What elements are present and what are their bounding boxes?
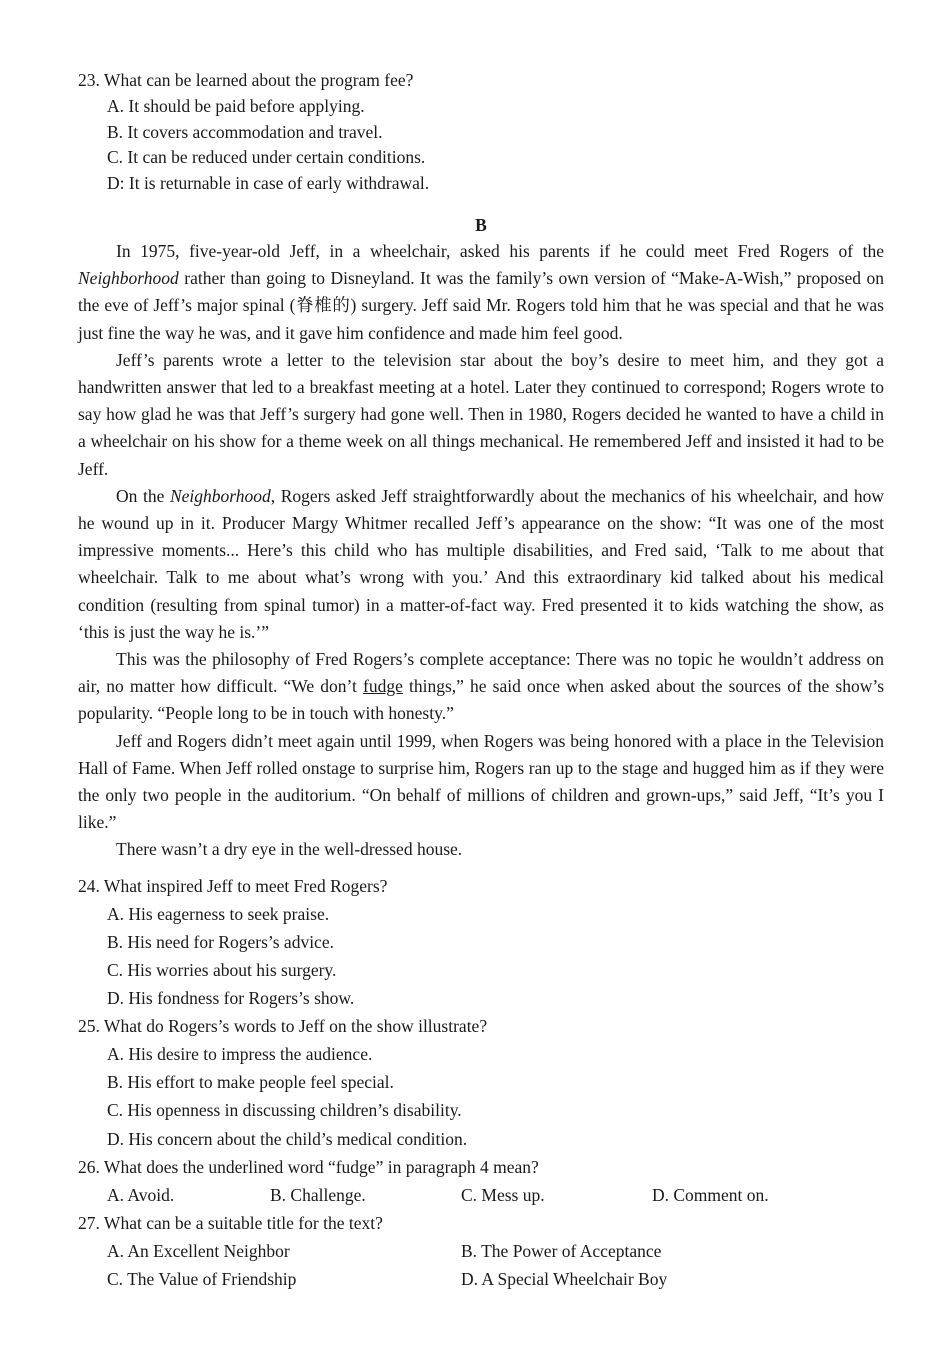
paragraph-4: This was the philosophy of Fred Rogers’s complete acceptance: There was no topic he wouldn’t address on air, no matter how difficult. “We don’t fudge things,” he said once when asked about the sources of the show’s popularity. “People long to be in touch with honesty.”	[78, 649, 884, 724]
option-a: A. It should be paid before applying.	[107, 95, 365, 116]
question-stem: 26. What does the underlined word “fudge” in paragraph 4 mean?	[78, 1156, 539, 1177]
option-d: D: It is returnable in case of early withdrawal.	[107, 173, 430, 194]
show-title: Neighborhood	[169, 485, 271, 506]
option-d: D. A Special Wheelchair Boy	[461, 1268, 668, 1289]
paragraph-5: Jeff and Rogers didn’t meet again until 1999, when Rogers was being honored with a place in the Television Hall of Fame. When Jeff rolled onstage to surprise him, Rogers ran up to the stage and hugged him as if they were the only two people in the auditorium. “On behalf of millions of children and grown-ups,” said Jeff, “It’s you I like.”	[78, 730, 884, 833]
paragraph-3: On the Neighborhood, Rogers asked Jeff straightforwardly about the mechanics of his wheelchair, and how he wound up in it. Producer Margy Whitmer recalled Jeff’s appearance on the show: “It was one of the most impressive moments... Here’s this child who has multiple disabilities, and Fred said, ‘Talk to me about that wheelchair. Talk to me about what’s wrong with you.’ And this extraordinary kid talked about his medical condition (resulting from spinal tumor) in a matter-of-fact way. Fred presented it to kids watching the show, as ‘this is just the way he is.’”	[78, 485, 884, 642]
underlined-word: fudge	[363, 676, 403, 697]
options-row	[107, 1181, 884, 1209]
paragraph-6: There wasn’t a dry eye in the well-dressed house.	[116, 839, 463, 860]
option-a: A. Avoid.	[107, 1184, 175, 1205]
option-c: C. It can be reduced under certain conditions.	[107, 147, 426, 168]
question-24	[78, 872, 884, 1012]
option-c: C. Mess up.	[461, 1184, 545, 1205]
option-b: B. His effort to make people feel special.	[107, 1072, 394, 1093]
option-b: B. The Power of Acceptance	[461, 1240, 662, 1261]
option-a: A. His eagerness to seek praise.	[107, 903, 330, 924]
exam-page	[78, 68, 884, 1293]
option-a: A. His desire to impress the audience.	[107, 1044, 373, 1065]
question-23	[78, 68, 884, 197]
option-d: D. His fondness for Rogers’s show.	[107, 988, 355, 1009]
paragraph-2: Jeff’s parents wrote a letter to the television star about the boy’s desire to meet him, and they got a handwritten answer that led to a breakfast meeting at a hotel. Later they continued to correspond; Rogers wrote to say how glad he was that Jeff’s surgery had gone well. Then in 1980, Rogers decided he wanted to have a child in a wheelchair on his show for a theme week on all things mechanical. He remembered Jeff and insisted it had to be Jeff.	[78, 349, 884, 479]
option-a: A. An Excellent Neighbor	[107, 1240, 290, 1261]
show-title: Neighborhood	[78, 268, 179, 289]
question-stem: 24. What inspired Jeff to meet Fred Rogers?	[78, 875, 388, 896]
question-stem: 27. What can be a suitable title for the text?	[78, 1212, 383, 1233]
questions-list	[78, 872, 884, 1293]
question-stem: 23. What can be learned about the program fee?	[78, 70, 414, 90]
option-d: D. Comment on.	[652, 1184, 769, 1205]
option-b: B. Challenge.	[270, 1184, 366, 1205]
option-c: C. His worries about his surgery.	[107, 959, 337, 980]
option-d: D. His concern about the child’s medical condition.	[107, 1128, 468, 1149]
options-row	[107, 1265, 884, 1293]
question-stem: 25. What do Rogers’s words to Jeff on the show illustrate?	[78, 1016, 488, 1037]
option-c: C. The Value of Friendship	[107, 1268, 297, 1289]
option-b: B. It covers accommodation and travel.	[107, 121, 383, 142]
reading-passage	[78, 238, 884, 864]
section-title: B	[475, 214, 487, 235]
question-25	[78, 1012, 884, 1152]
paragraph-1: In 1975, five-year-old Jeff, in a wheelchair, asked his parents if he could meet Fred Rogers of the Neighborhood rather than going to Disneyland. It was the family’s own version of “Make-A-Wish,” proposed on the eve of Jeff’s major spinal (脊椎的) surgery. Jeff said Mr. Rogers told him that he was special and that he was just fine the way he was, and it gave him confidence and made him feel good.	[78, 240, 884, 343]
question-26	[78, 1153, 884, 1209]
options-row	[107, 1237, 884, 1265]
option-c: C. His openness in discussing children’s disability.	[107, 1100, 462, 1121]
question-27	[78, 1209, 884, 1293]
option-b: B. His need for Rogers’s advice.	[107, 931, 334, 952]
